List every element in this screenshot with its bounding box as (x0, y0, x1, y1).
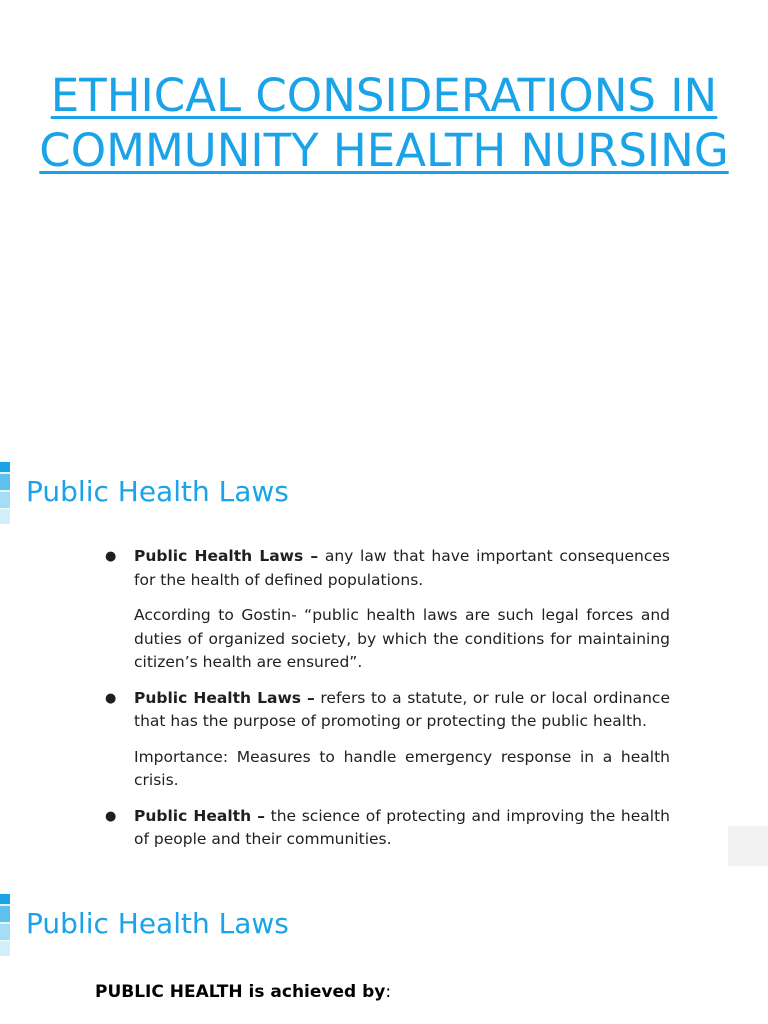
list-item (105, 545, 670, 592)
item-text: refers to a statute, or rule or local ordinance that has the purpose of promoting or protecting the public health. (134, 688, 670, 730)
achieved-by-text (95, 980, 391, 1004)
section-accent-bar (0, 894, 10, 956)
section-accent-bar (0, 462, 10, 524)
item-text: any law that have important consequences for the health of defined populations. (134, 547, 670, 589)
section-heading-public-health-laws: Public Health Laws (26, 475, 289, 508)
achieved-by-colon: : (385, 982, 392, 1002)
achieved-by-bold: PUBLIC HEALTH is achieved by (95, 982, 386, 1002)
section-heading-public-health-laws: Public Health Laws (26, 907, 289, 940)
item-subtext: According to Gostin- “public health laws are such legal forces and duties of organized society, by which the conditions for maintaining citizen’s health are ensured”. (134, 606, 670, 671)
item-text: the science of protecting and improving the health of people and their communities. (134, 806, 670, 848)
item-term: Public Health Laws – (134, 688, 315, 707)
bullet-icon: ● (105, 549, 117, 564)
bullet-icon: ● (105, 808, 117, 824)
document-title: ETHICAL CONSIDERATIONS IN COMMUNITY HEALTH NURSING (39, 69, 729, 177)
section-content (105, 545, 670, 864)
item-term: Public Health – (134, 806, 265, 825)
bullet-icon: ● (105, 690, 117, 706)
side-scroll-tab[interactable] (728, 826, 768, 866)
item-term: Public Health Laws – (134, 547, 319, 565)
list-item (105, 687, 670, 734)
item-subtext: Importance: Measures to handle emergency response in a health crisis. (134, 747, 670, 789)
list-item (105, 805, 670, 852)
